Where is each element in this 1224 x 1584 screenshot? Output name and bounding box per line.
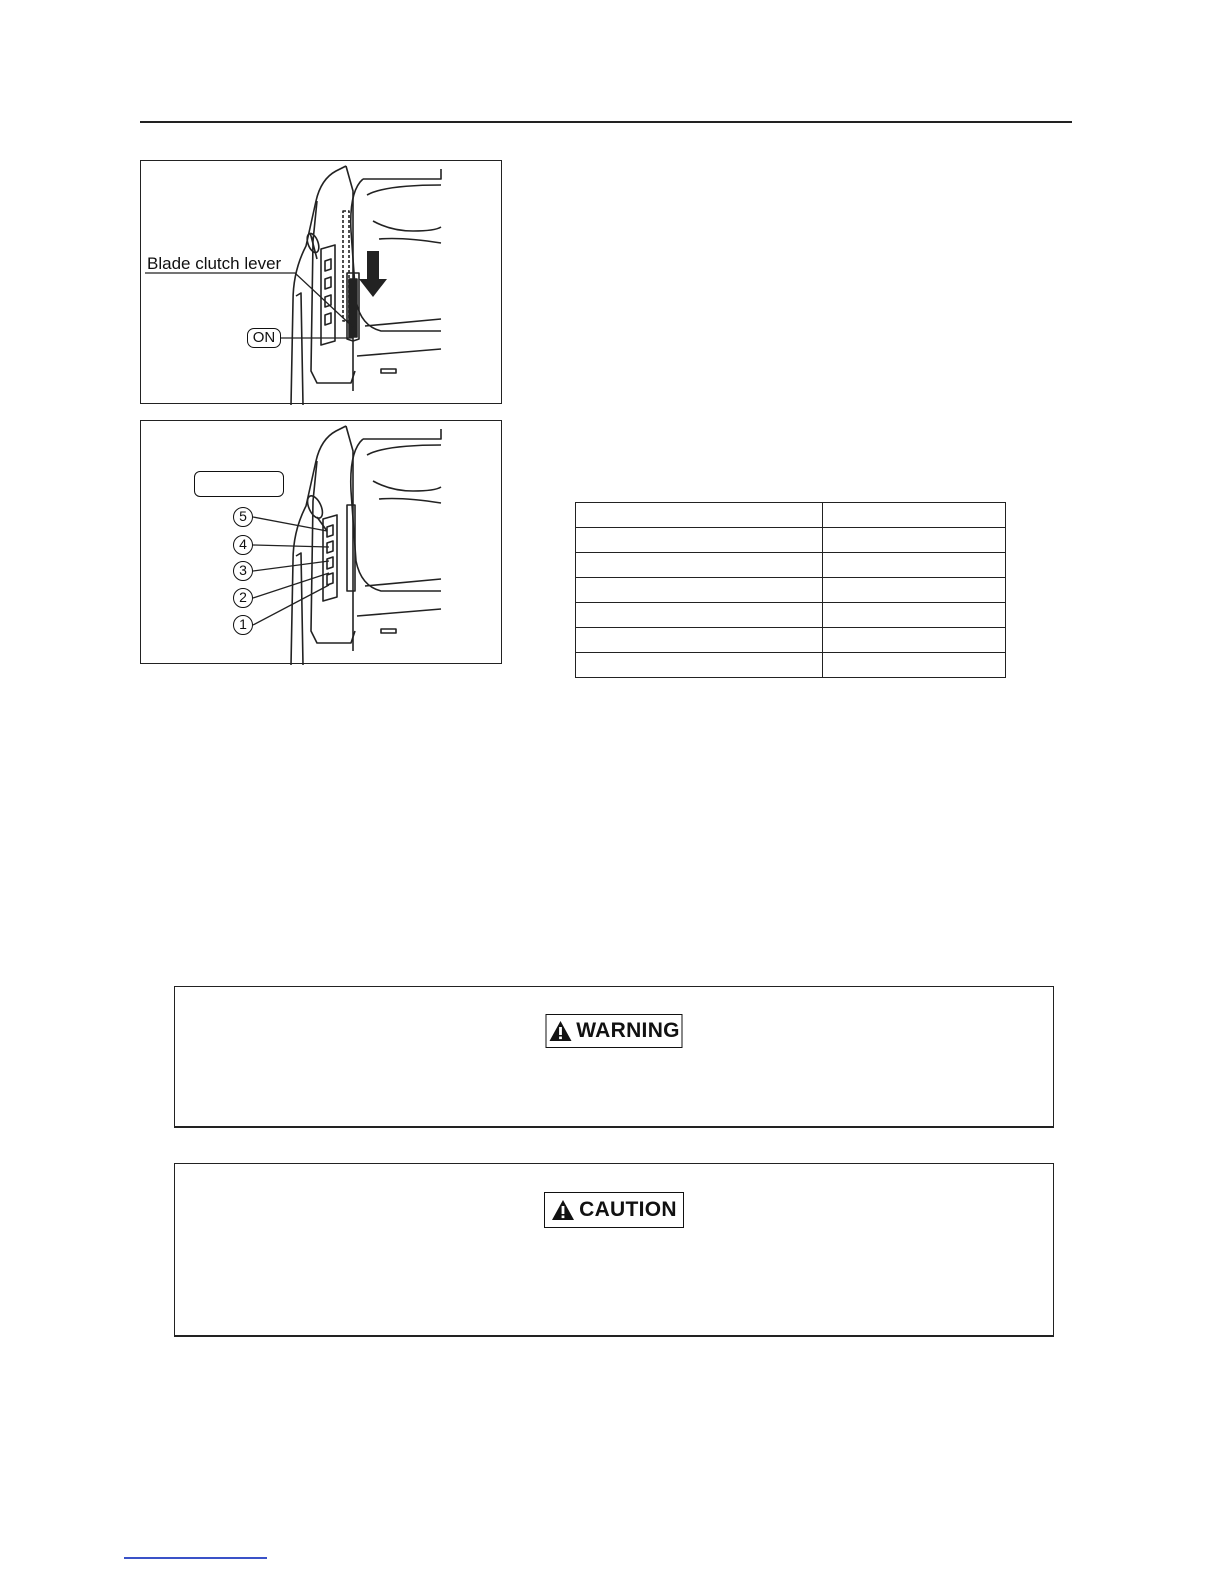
caution-label: CAUTION [579,1198,677,1221]
table-row [576,528,1006,553]
alert-triangle-icon [551,1199,575,1221]
figure-blade-clutch-lever [140,160,502,404]
mower-illustration-1 [141,161,503,405]
down-arrow-icon [359,251,387,297]
table-row [576,628,1006,653]
table-row [576,603,1006,628]
cutting-height-table [575,502,1006,678]
footer-link-underline[interactable] [124,1557,267,1559]
blade-clutch-lever-label: Blade clutch lever [147,254,282,273]
table-cell [823,578,1006,603]
position-label-box [194,471,284,497]
table-cell [823,503,1006,528]
position-number-4: 4 [233,535,253,555]
position-number-3: 3 [233,561,253,581]
table-cell [823,603,1006,628]
table-row [576,503,1006,528]
table-row [576,553,1006,578]
warning-label: WARNING [576,1019,680,1042]
mower-illustration-2 [141,421,503,665]
table-cell [576,653,823,678]
table-cell [823,653,1006,678]
table-cell [823,528,1006,553]
alert-triangle-icon [548,1020,572,1042]
warning-notice-box [174,986,1054,1128]
table-cell [576,553,823,578]
table-cell [576,603,823,628]
figure-position-selector [140,420,502,664]
position-number-5: 5 [233,507,253,527]
header-rule [140,121,1072,123]
table-cell [576,578,823,603]
position-number-1: 1 [233,615,253,635]
table-cell [823,628,1006,653]
on-position-label: ON [247,328,281,348]
warning-signal-word [546,1014,683,1048]
table-cell [576,503,823,528]
table-row [576,653,1006,678]
caution-signal-word [544,1192,684,1228]
caution-notice-box [174,1163,1054,1337]
table-cell [576,628,823,653]
position-number-2: 2 [233,588,253,608]
table-cell [576,528,823,553]
table-cell [823,553,1006,578]
table-row [576,578,1006,603]
